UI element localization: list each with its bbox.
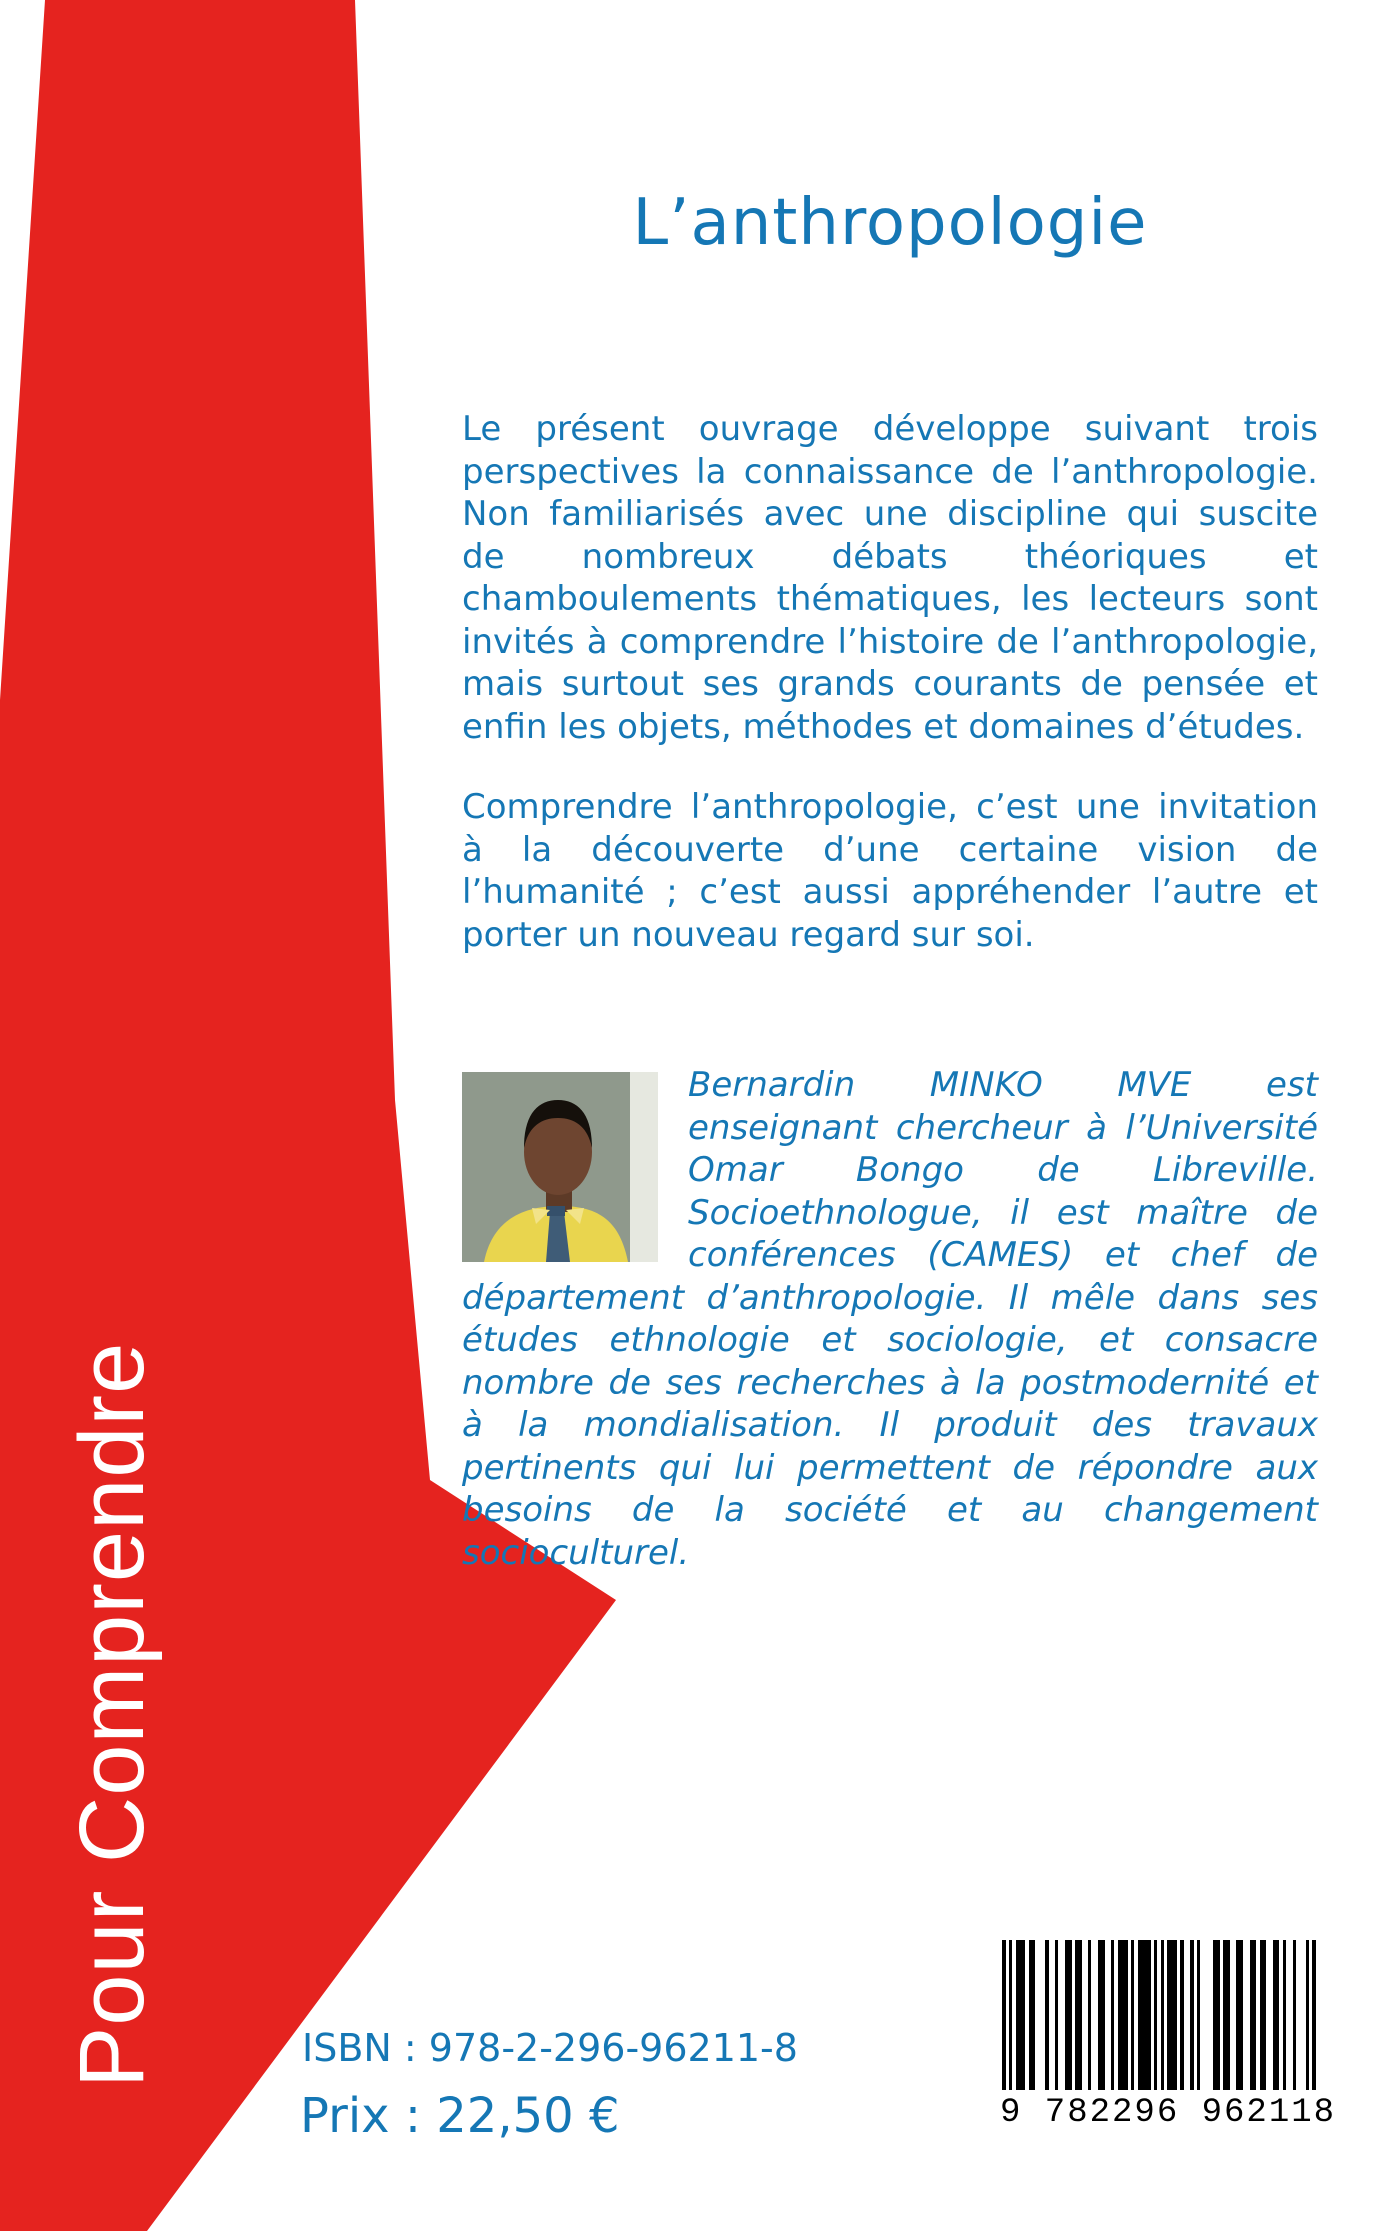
book-title: L’anthropologie bbox=[632, 186, 1148, 260]
isbn-text: ISBN : 978-2-296-96211-8 bbox=[302, 2026, 798, 2070]
synopsis-paragraph-1: Le présent ouvrage développe suivant trois perspectives la connaissance de l’anthropologie. Non familiarisés avec une discipline qui suscite de nombreux débats théoriques et chamboulements thématiques, les lecteurs sont invités à comprendre l’histoire de l’anthropologie, mais surtout ses grands courants de pensée et enfin les objets, méthodes et domaines d’études. bbox=[462, 409, 1318, 747]
barcode-bars bbox=[1000, 1940, 1318, 2090]
author-section bbox=[462, 1064, 1318, 1574]
barcode bbox=[1000, 1940, 1337, 2132]
collection-name-vertical: Pour Comprendre bbox=[61, 1341, 163, 2088]
back-cover-text-column bbox=[462, 0, 1318, 1574]
synopsis-paragraph-2: Comprendre l’anthropologie, c’est une invitation à la découverte d’une certaine vision de l’humanité ; c’est aussi appréhender l’autre et porter un nouveau regard sur soi. bbox=[462, 787, 1318, 955]
barcode-digits: 9 782296 962118 bbox=[1000, 2094, 1337, 2132]
author-photo bbox=[462, 1072, 658, 1262]
price-text: Prix : 22,50 € bbox=[300, 2088, 620, 2144]
author-bio: Bernardin MINKO MVE est enseignant chercheur à l’Université Omar Bongo de Libreville. Socioethnologue, il est maître de conférences (CAMES) et chef de département d’anthropologie. Il mêle dans ses études ethnologie et sociologie, et consacre nombre de ses recherches à la postmodernité et à la mondialisation. Il produit des travaux pertinents qui lui permettent de répondre aux besoins de la société et au changement socioculturel. bbox=[462, 1065, 1318, 1573]
